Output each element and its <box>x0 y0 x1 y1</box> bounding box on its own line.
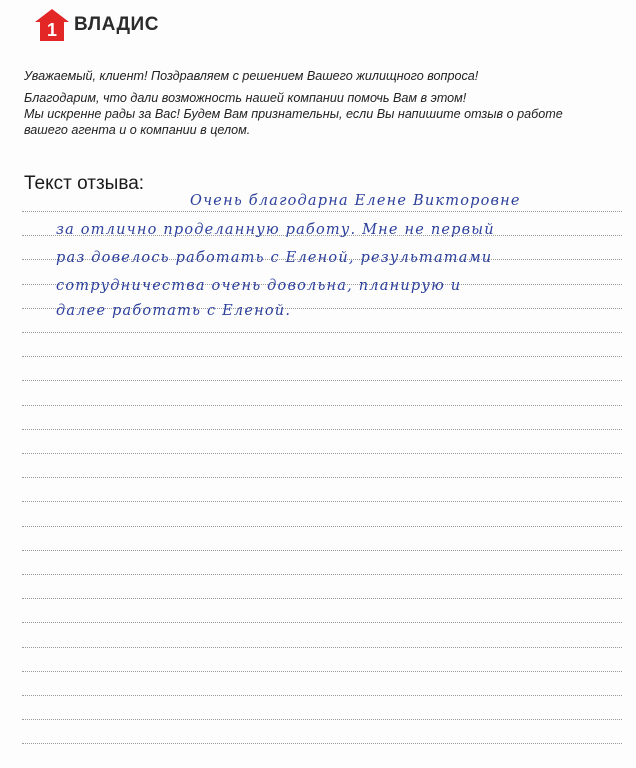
ruled-line <box>22 501 622 502</box>
ruled-line <box>22 743 622 744</box>
ruled-line <box>22 574 622 575</box>
ruled-line <box>22 429 622 430</box>
ruled-line <box>22 622 622 623</box>
ruled-line <box>22 719 622 720</box>
thanks-line-1: Благодарим, что дали возможность нашей компании помочь Вам в этом! <box>24 91 467 105</box>
badge-number: 1 <box>46 20 58 40</box>
handwritten-line: далее работать с Еленой. <box>56 303 292 319</box>
handwritten-line: раз довелось работать с Еленой, результатами <box>56 250 493 266</box>
greeting-text: Уважаемый, клиент! Поздравляем с решением Вашего жилищного вопроса! <box>24 69 479 83</box>
brand-name: ВЛАДИС <box>74 14 159 35</box>
ruled-line <box>22 598 622 599</box>
ruled-line <box>22 526 622 527</box>
ruled-line <box>22 477 622 478</box>
handwritten-line: за отлично проделанную работу. Мне не первый <box>56 222 495 238</box>
ruled-line <box>22 332 622 333</box>
ruled-line <box>22 647 622 648</box>
thanks-line-3: вашего агента и о компании в целом. <box>24 123 251 137</box>
ruled-line <box>22 550 622 551</box>
ruled-line <box>22 211 622 212</box>
handwritten-line: Очень благодарна Елене Викторовне <box>190 193 521 209</box>
ruled-lines <box>22 0 622 768</box>
ruled-line <box>22 453 622 454</box>
review-title: Текст отзыва: <box>24 173 145 194</box>
ruled-line <box>22 356 622 357</box>
ruled-line <box>22 405 622 406</box>
ruled-line <box>22 380 622 381</box>
ruled-line <box>22 671 622 672</box>
handwritten-line: сотрудничества очень довольна, планирую и <box>56 278 462 294</box>
thanks-line-2: Мы искренне рады за Вас! Будем Вам признательны, если Вы напишите отзыв о работе <box>24 107 563 121</box>
ruled-line <box>22 695 622 696</box>
